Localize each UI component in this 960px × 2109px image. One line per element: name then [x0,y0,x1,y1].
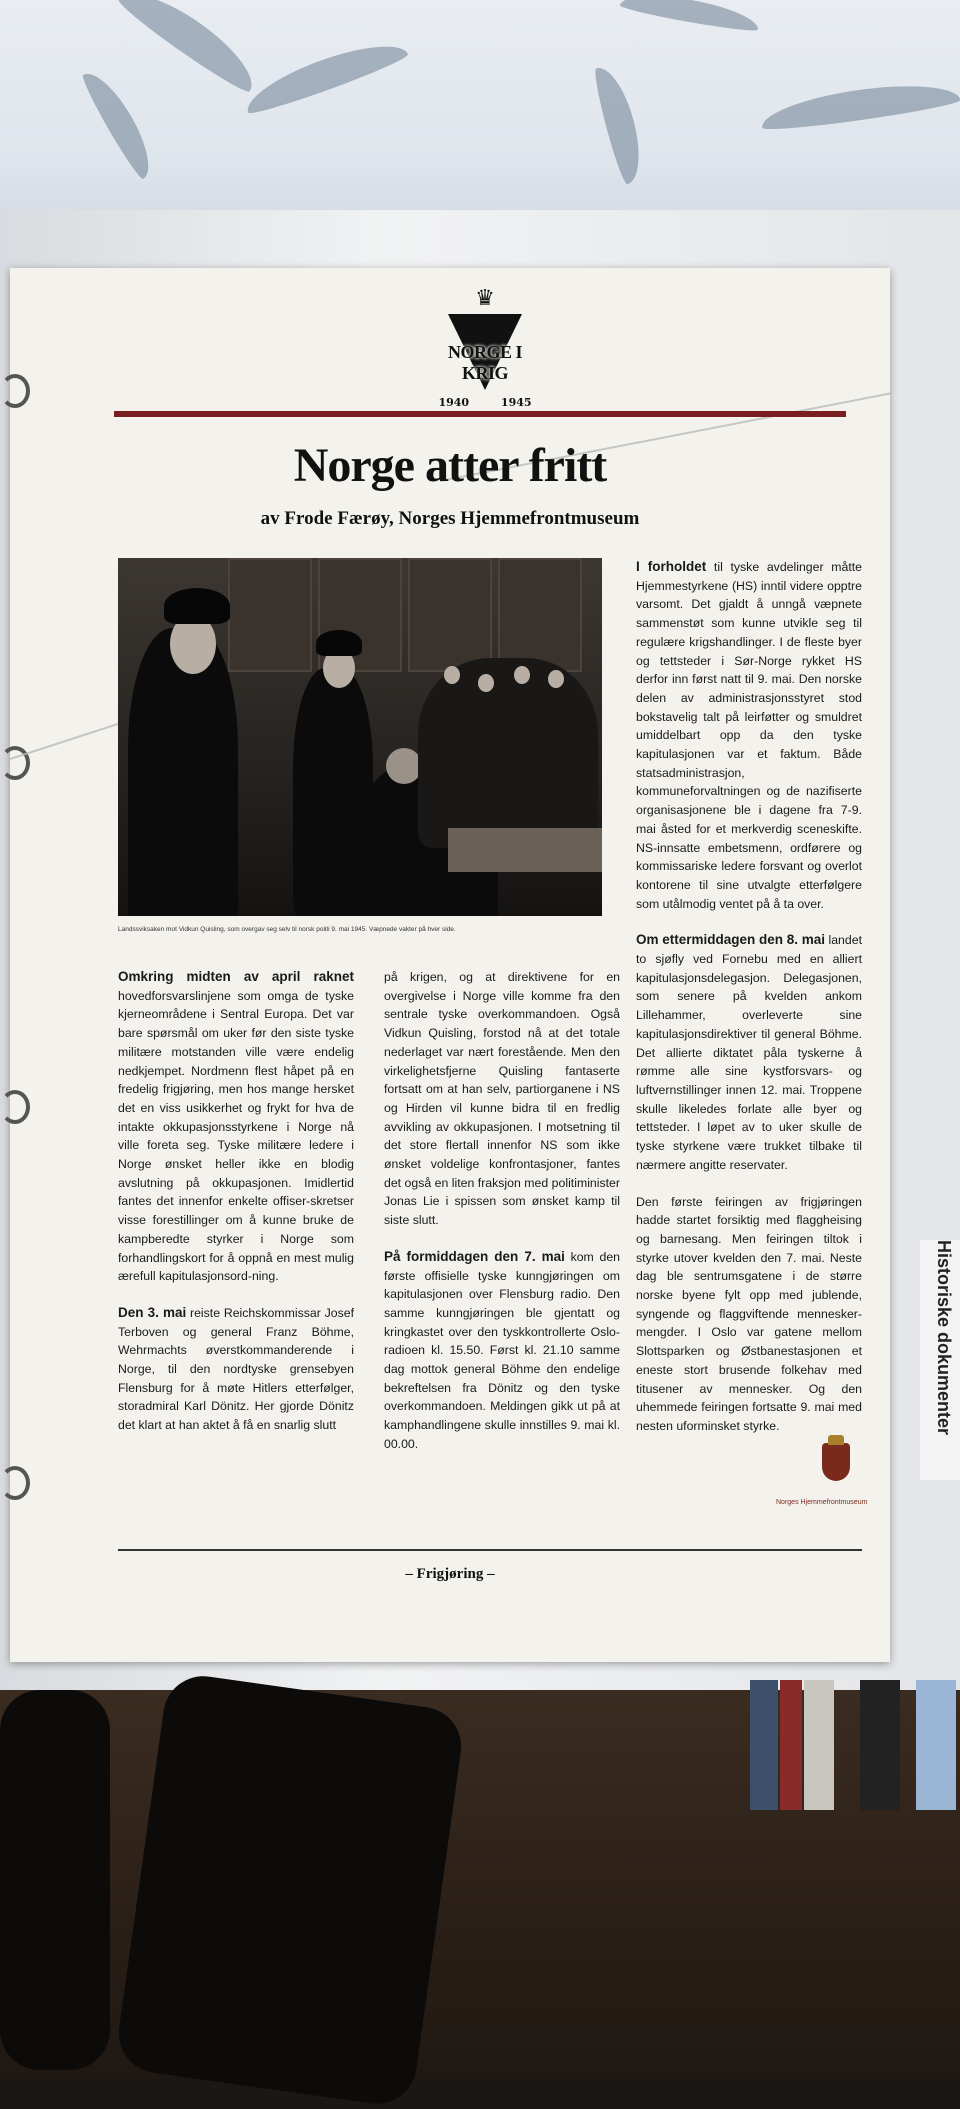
crown-icon: ♛ [475,286,495,311]
leaf-pattern [79,65,162,182]
spine-label: Historiske dokumenter [934,1240,954,1436]
dark-trouser-leg [0,1690,110,2070]
binder-ring [0,1090,30,1124]
crowd [418,658,598,848]
paragraph-text: reiste Reichskommissar Josef Terboven og general Franz Böhme, Wehrmachts øverstkommanderende i Norge, til den nordtyske grensebyen Flensburg for å møte Hitlers etterfølger, storadmiral Karl Dönitz. Her gjorde Dönitz det klart at han aktet å få en snarlig slutt [118,1305,354,1433]
leaf-pattern [240,32,410,118]
logo-years: 1940 1945 [438,396,532,409]
section-footer: – Frigjøring – [405,1566,495,1582]
binder-spine [920,1240,960,1480]
leaf-pattern [115,0,266,97]
book-stack [720,1680,960,1810]
norge-i-krig-logo [430,286,540,409]
column-2 [384,968,620,1472]
paragraph-text: Den første feiringen av frigjøringen hadde startet forsiktig med flaggheising og barnesang. Men feiringen tiltok i styrke utover kvelden den 7. mai. Neste dag ble sentrumsgatene i de større norske byene fylt opp med jublende, syngende og flaggviftende mennesker-mengder. I Oslo var gatene mellom Slottsparken og Østbanestasjonen et eneste stort brusende folkehav med titusener av mennesker. Og den uhemmede feiringen fortsatte 9. mai med nesten uforminsket styrke. [636,1194,862,1433]
lead-in: Den 3. mai [118,1304,187,1320]
article-title: Norge atter fritt [293,439,607,492]
binder-ring [0,1466,30,1500]
binder-ring [0,374,30,408]
leaf-pattern [759,76,960,134]
lead-in: I forholdet [636,559,707,574]
lead-in: Omkring midten av april raknet [118,969,354,984]
binder-ring [0,746,30,780]
lead-in: Om ettermiddagen den 8. mai [636,932,826,948]
courtroom-photo [118,558,602,916]
paragraph-text: hovedforsvarslinjene som omga de tyske kjerneområdene i Sentral Europa. Det var bare spørsmål om uker før den siste tyske militære motstanden ville være endelig nedkjempet. Nordmenn flest håpet på en fredelig frigjøring, men hos mange hersket det en viss usikkerhet og frykt for hva de intakte okkupasjonsstyrkene i Norge nå ville foreta seg. Tyske militære ledere i Norge ønsket heller ikke en blodig avslutning på okkupasjonen. Imidlertid fantes det innenfor enkelte offiser-skretser visse forestillinger om å kunne bruke de kampberedte styrker i Norge som forhandlingskort for å oppnå en mest mulig ærefull kapitulasjonsord-ning. [118,988,354,1284]
dark-sock-leg [114,1671,467,2109]
barbed-wire-graphic [10,721,125,760]
photo-caption: Landssviksaken mot Vidkun Quisling, som overgav seg selv til norsk politi 9. mai 1945. Væpnede vakter på hver side. [118,926,456,933]
paragraph-text: landet to sjøfly ved Fornebu med en alliert kapitulasjonsdelegasjon. Delegasjonen, som senere på kvelden ankom Lillehammer, overleverte sine kapitulasjonsdirektiver til general Böhme. Det allierte diktatet påla tyskerne å rømme alle sine kystforsvars- og luftvernstillinger innen 12. mai. Troppene skulle likeledes forlate alle byer og tettsteder. I løpet av to uker skulle de tyske styrkene være trukket tilbake til nærmere angitte reservater. [636,933,862,1172]
museum-crest-icon [822,1443,850,1481]
bench [448,828,602,872]
footer-rule [118,1549,862,1551]
magazine-page [10,268,890,1662]
column-3 [636,558,862,1454]
column-1 [118,968,354,1453]
leaf-pattern [619,0,761,34]
header-rule [114,411,846,417]
lead-in: På formiddagen den 7. mai [384,1248,565,1264]
paragraph-text: til tyske avdelinger måtte Hjemmestyrkene (HS) inntil videre opptre varsomt. Det gjaldt å unngå væpnete sammenstøt som kunne utvikle seg til regulære krigshandlinger. I de fleste byer og tettsteder i Sør-Norge rykket HS derfor inn først natt til 9. mai. Den norske delen av administrasjonsstyret stod bokstavelig talt på leirføtter og smuldret umiddelbart opp da den tyske kapitulasjonen var et faktum. Både statsadministrasjon, kommuneforvaltningen og de nazifiserte organisasjonene ble i dagene fra 7-9. mai åsted for et merkverdig sceneskifte. NS-innsatte embetsmenn, ordførere og kommissariske ledere forsvant og overlot kontorene til sine utvalgte etterfølgere som utålmodig ventet på å ta over. [636,560,862,911]
paragraph-text: på krigen, og at direktivene for en overgivelse i Norge ville komme fra den sentrale tyske overkommandoen. Også Vidkun Quisling, forstod nå at det totale nederlaget var nært forestående. Men den virkelighetsfjerne Quisling fantaserte fortsatt om at han selv, partiorganene i NS og Hirden vil kunne bidra til en fredlig avvikling av okkupasjonen. I motsetning til det store flertall innenfor NS som ikke ønsket voldelige konfrontasjoner, fantes det også en liten fraksjon med politiminister Jonas Lie i spissen som ønsket kamp til siste slutt. [384,970,620,1228]
paragraph-text: kom den første offisielle tyske kunngjøringen om kapitulasjonen over Flensburg radio. Den samme kunngjøringen ble gjentatt og kringkastet over den tyskkontrollerte Oslo-radioen kl. 15.50. Først kl. 21.10 samme dag mottok general Böhme den endelige bekreftelsen fra Dönitz og den tyske overkommandoen. Meldingen gikk ut på at kamphandlingene skulle innstilles 9. mai kl. 00.00. [384,1249,620,1451]
article-byline: av Frode Færøy, Norges Hjemmefrontmuseum [260,508,640,529]
leaf-pattern [591,62,649,185]
logo-name: NORGE I KRIG [447,342,522,383]
museum-mark: Norges Hjemmefrontmuseum [776,1499,868,1506]
